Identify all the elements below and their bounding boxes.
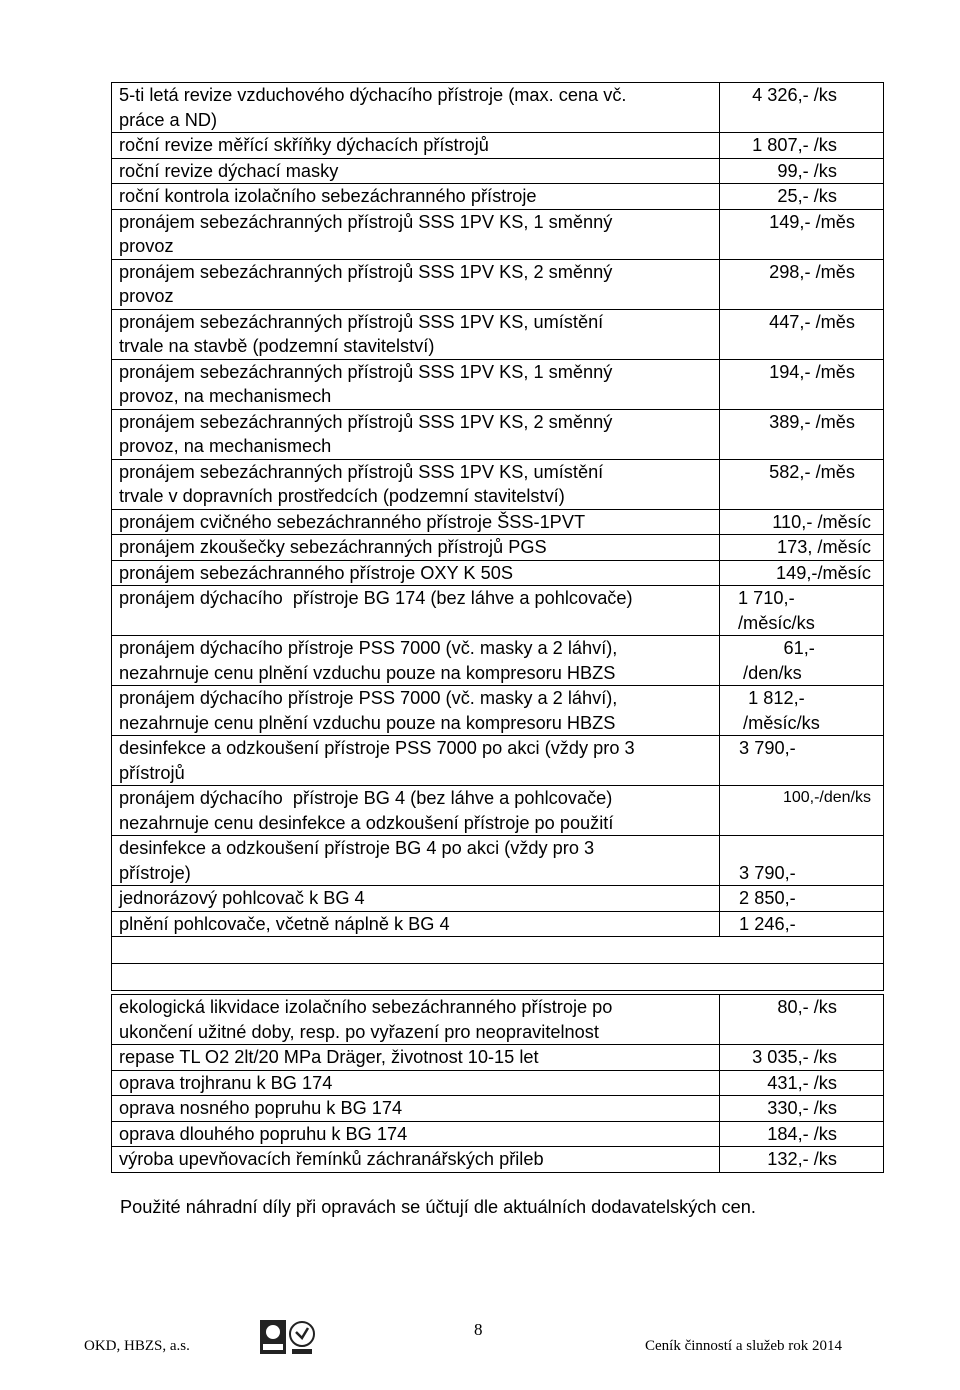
footer-company: OKD, HBZS, a.s. <box>84 1338 190 1354</box>
description-line: oprava trojhranu k BG 174 <box>119 1072 333 1093</box>
service-description <box>112 83 720 133</box>
description-line: přístroje) <box>119 862 191 883</box>
price-row <box>112 1121 884 1147</box>
iso-certification-logo <box>258 1318 318 1358</box>
service-description <box>112 509 720 535</box>
description-line: pronájem sebezáchranných přístrojů SSS 1PV KS, umístění <box>119 461 604 482</box>
price-value: 25,- /ks <box>777 186 837 206</box>
service-description <box>112 259 720 309</box>
service-description <box>112 184 720 210</box>
price-value: 149,- /měs <box>769 211 855 232</box>
description-line: desinfekce a odzkoušení přístroje PSS 7000 po akci (vždy pro 3 <box>119 738 635 758</box>
description-line: pronájem dýchacího přístroje PSS 7000 (vč. masky a 2 láhví), <box>119 638 618 658</box>
service-description <box>112 209 720 259</box>
service-description <box>112 359 720 409</box>
price-table-repairs <box>111 994 884 1173</box>
service-description <box>112 1121 720 1147</box>
service-description <box>112 886 720 912</box>
description-line: pronájem dýchacího přístroje PSS 7000 (vč. masky a 2 láhví), <box>119 688 618 708</box>
description-line: trvale v dopravních prostředcích (podzemní stavitelství) <box>119 486 565 506</box>
price-row <box>112 359 884 409</box>
service-description <box>112 560 720 586</box>
price-row <box>112 636 884 686</box>
description-line: nezahrnuje cenu desinfekce a odzkoušení přístroje po použití <box>119 812 614 833</box>
description-line: pronájem sebezáchranných přístrojů SSS 1PV KS, 2 směnný <box>119 261 613 282</box>
service-price <box>720 184 884 210</box>
price-row <box>112 133 884 159</box>
price-value: 330,- /ks <box>767 1098 837 1118</box>
price-value: 1 246,- <box>734 913 796 934</box>
price-row <box>112 560 884 586</box>
price-value: 2 850,- <box>734 888 796 908</box>
empty-row <box>112 937 884 964</box>
service-description <box>112 1045 720 1071</box>
service-price <box>720 1121 884 1147</box>
service-price <box>720 359 884 409</box>
description-line: ukončení užitné doby, resp. po vyřazení pro neopravitelnost <box>119 1021 599 1042</box>
service-price <box>720 309 884 359</box>
footer-title: Ceník činností a služeb rok 2014 <box>645 1338 843 1354</box>
description-line: pronájem cvičného sebezáchranného přístroje ŠSS-1PVT <box>119 511 586 532</box>
service-price <box>720 886 884 912</box>
price-value: 80,- /ks <box>777 997 837 1017</box>
price-row <box>112 259 884 309</box>
service-price <box>720 133 884 159</box>
price-value: 100,-/den/ks <box>782 789 871 806</box>
description-line: 5-ti letá revize vzduchového dýchacího přístroje (max. cena vč. <box>119 85 627 105</box>
service-description <box>112 995 720 1045</box>
description-line: nezahrnuje cenu plnění vzduchu pouze na kompresoru HBZS <box>119 662 616 683</box>
service-description <box>112 1147 720 1173</box>
price-value: 132,- /ks <box>767 1149 837 1169</box>
price-row <box>112 686 884 736</box>
description-line: pronájem zkoušečky sebezáchranných přístrojů PGS <box>119 537 547 557</box>
price-value: 1 710,- /měsíc/ks <box>738 588 815 633</box>
service-description <box>112 409 720 459</box>
price-value: 173, /měsíc <box>776 537 871 557</box>
description-line: roční revize dýchací masky <box>119 160 339 181</box>
service-description <box>112 686 720 736</box>
description-line: provoz <box>119 286 174 306</box>
price-value: 61,- /den/ks <box>743 638 815 683</box>
price-row <box>112 836 884 886</box>
page-number: 8 <box>474 1320 483 1339</box>
service-price <box>720 83 884 133</box>
description-line: provoz <box>119 236 174 256</box>
service-price <box>720 259 884 309</box>
description-line: plnění pohlcovače, včetně náplně k BG 4 <box>119 913 450 934</box>
service-price <box>720 636 884 686</box>
service-description <box>112 836 720 886</box>
service-description <box>112 911 720 937</box>
price-row <box>112 1045 884 1071</box>
price-value: 431,- /ks <box>767 1072 837 1093</box>
price-value: 582,- /měs <box>769 461 855 482</box>
price-table-main <box>111 82 884 991</box>
price-value: 1 807,- /ks <box>752 135 837 155</box>
service-description <box>112 1070 720 1096</box>
service-description <box>112 736 720 786</box>
price-value: 110,- /měsíc <box>772 511 871 532</box>
price-row <box>112 409 884 459</box>
price-value: 389,- /měs <box>769 411 855 432</box>
description-line: pronájem dýchacího přístroje BG 4 (bez láhve a pohlcovače) <box>119 788 613 808</box>
price-row <box>112 1096 884 1122</box>
description-line: roční revize měřící skříňky dýchacích přístrojů <box>119 135 489 155</box>
price-row <box>112 309 884 359</box>
price-value: 3 035,- /ks <box>752 1047 837 1067</box>
price-value: 149,-/měsíc <box>775 562 871 583</box>
service-price <box>720 995 884 1045</box>
empty-row <box>112 964 884 991</box>
service-price <box>720 836 884 886</box>
price-row <box>112 995 884 1045</box>
price-row <box>112 886 884 912</box>
price-row <box>112 83 884 133</box>
price-row <box>112 184 884 210</box>
description-line: pronájem dýchacího přístroje BG 174 (bez láhve a pohlcovače) <box>119 588 633 608</box>
empty-cell <box>112 937 884 964</box>
price-row <box>112 459 884 509</box>
description-line: přístrojů <box>119 762 185 783</box>
description-line: oprava nosného popruhu k BG 174 <box>119 1098 403 1118</box>
price-value: 1 812,- /měsíc/ks <box>743 688 820 733</box>
description-line: provoz, na mechanismech <box>119 436 332 456</box>
empty-cell <box>112 964 884 991</box>
service-price <box>720 1045 884 1071</box>
service-description <box>112 586 720 636</box>
spare-parts-note: Použité náhradní díly při opravách se účtují dle aktuálních dodavatelských cen. <box>120 1197 756 1217</box>
description-line: provoz, na mechanismech <box>119 386 332 406</box>
price-value: 3 790,- <box>739 862 796 883</box>
description-line: pronájem sebezáchranného přístroje OXY K 50S <box>119 562 513 583</box>
service-price <box>720 786 884 836</box>
description-line: výroba upevňovacích řemínků záchranářských přileb <box>119 1149 544 1169</box>
service-price <box>720 1096 884 1122</box>
service-price <box>720 686 884 736</box>
service-price <box>720 509 884 535</box>
description-line: pronájem sebezáchranných přístrojů SSS 1PV KS, umístění <box>119 311 604 332</box>
service-price <box>720 1147 884 1173</box>
description-line: pronájem sebezáchranných přístrojů SSS 1PV KS, 2 směnný <box>119 411 613 432</box>
service-description <box>112 636 720 686</box>
description-line: ekologická likvidace izolačního sebezáchranného přístroje po <box>119 997 613 1017</box>
price-value: 4 326,- /ks <box>752 85 837 105</box>
service-price <box>720 560 884 586</box>
description-line: repase TL O2 2lt/20 MPa Dräger, životnost 10-15 let <box>119 1047 539 1067</box>
service-price <box>720 409 884 459</box>
service-price <box>720 158 884 184</box>
service-description <box>112 133 720 159</box>
description-line: oprava dlouhého popruhu k BG 174 <box>119 1123 408 1144</box>
price-row <box>112 535 884 561</box>
service-price <box>720 209 884 259</box>
service-description <box>112 309 720 359</box>
price-value: 447,- /měs <box>769 311 855 332</box>
price-row <box>112 158 884 184</box>
service-price <box>720 459 884 509</box>
price-row <box>112 1070 884 1096</box>
description-line: pronájem sebezáchranných přístrojů SSS 1PV KS, 1 směnný <box>119 211 613 232</box>
description-line: práce a ND) <box>119 109 218 130</box>
service-description <box>112 459 720 509</box>
price-row <box>112 586 884 636</box>
service-description <box>112 786 720 836</box>
description-line: trvale na stavbě (podzemní stavitelství) <box>119 336 435 356</box>
service-price <box>720 535 884 561</box>
price-value: 194,- /měs <box>769 361 855 382</box>
price-row <box>112 911 884 937</box>
description-line: jednorázový pohlcovač k BG 4 <box>119 888 365 908</box>
service-description <box>112 535 720 561</box>
price-value: 184,- /ks <box>767 1123 837 1144</box>
price-row <box>112 209 884 259</box>
price-row <box>112 786 884 836</box>
service-price <box>720 1070 884 1096</box>
description-line: pronájem sebezáchranných přístrojů SSS 1PV KS, 1 směnný <box>119 361 613 382</box>
description-line: desinfekce a odzkoušení přístroje BG 4 po akci (vždy pro 3 <box>119 838 595 858</box>
service-description <box>112 158 720 184</box>
price-value: 3 790,- <box>734 738 796 758</box>
service-price <box>720 586 884 636</box>
service-price <box>720 911 884 937</box>
price-value: 99,- /ks <box>777 160 837 181</box>
price-row <box>112 736 884 786</box>
price-row <box>112 1147 884 1173</box>
description-line: roční kontrola izolačního sebezáchranného přístroje <box>119 186 537 206</box>
price-value: 298,- /měs <box>769 261 855 282</box>
service-price <box>720 736 884 786</box>
price-row <box>112 509 884 535</box>
description-line: nezahrnuje cenu plnění vzduchu pouze na kompresoru HBZS <box>119 712 616 733</box>
service-description <box>112 1096 720 1122</box>
